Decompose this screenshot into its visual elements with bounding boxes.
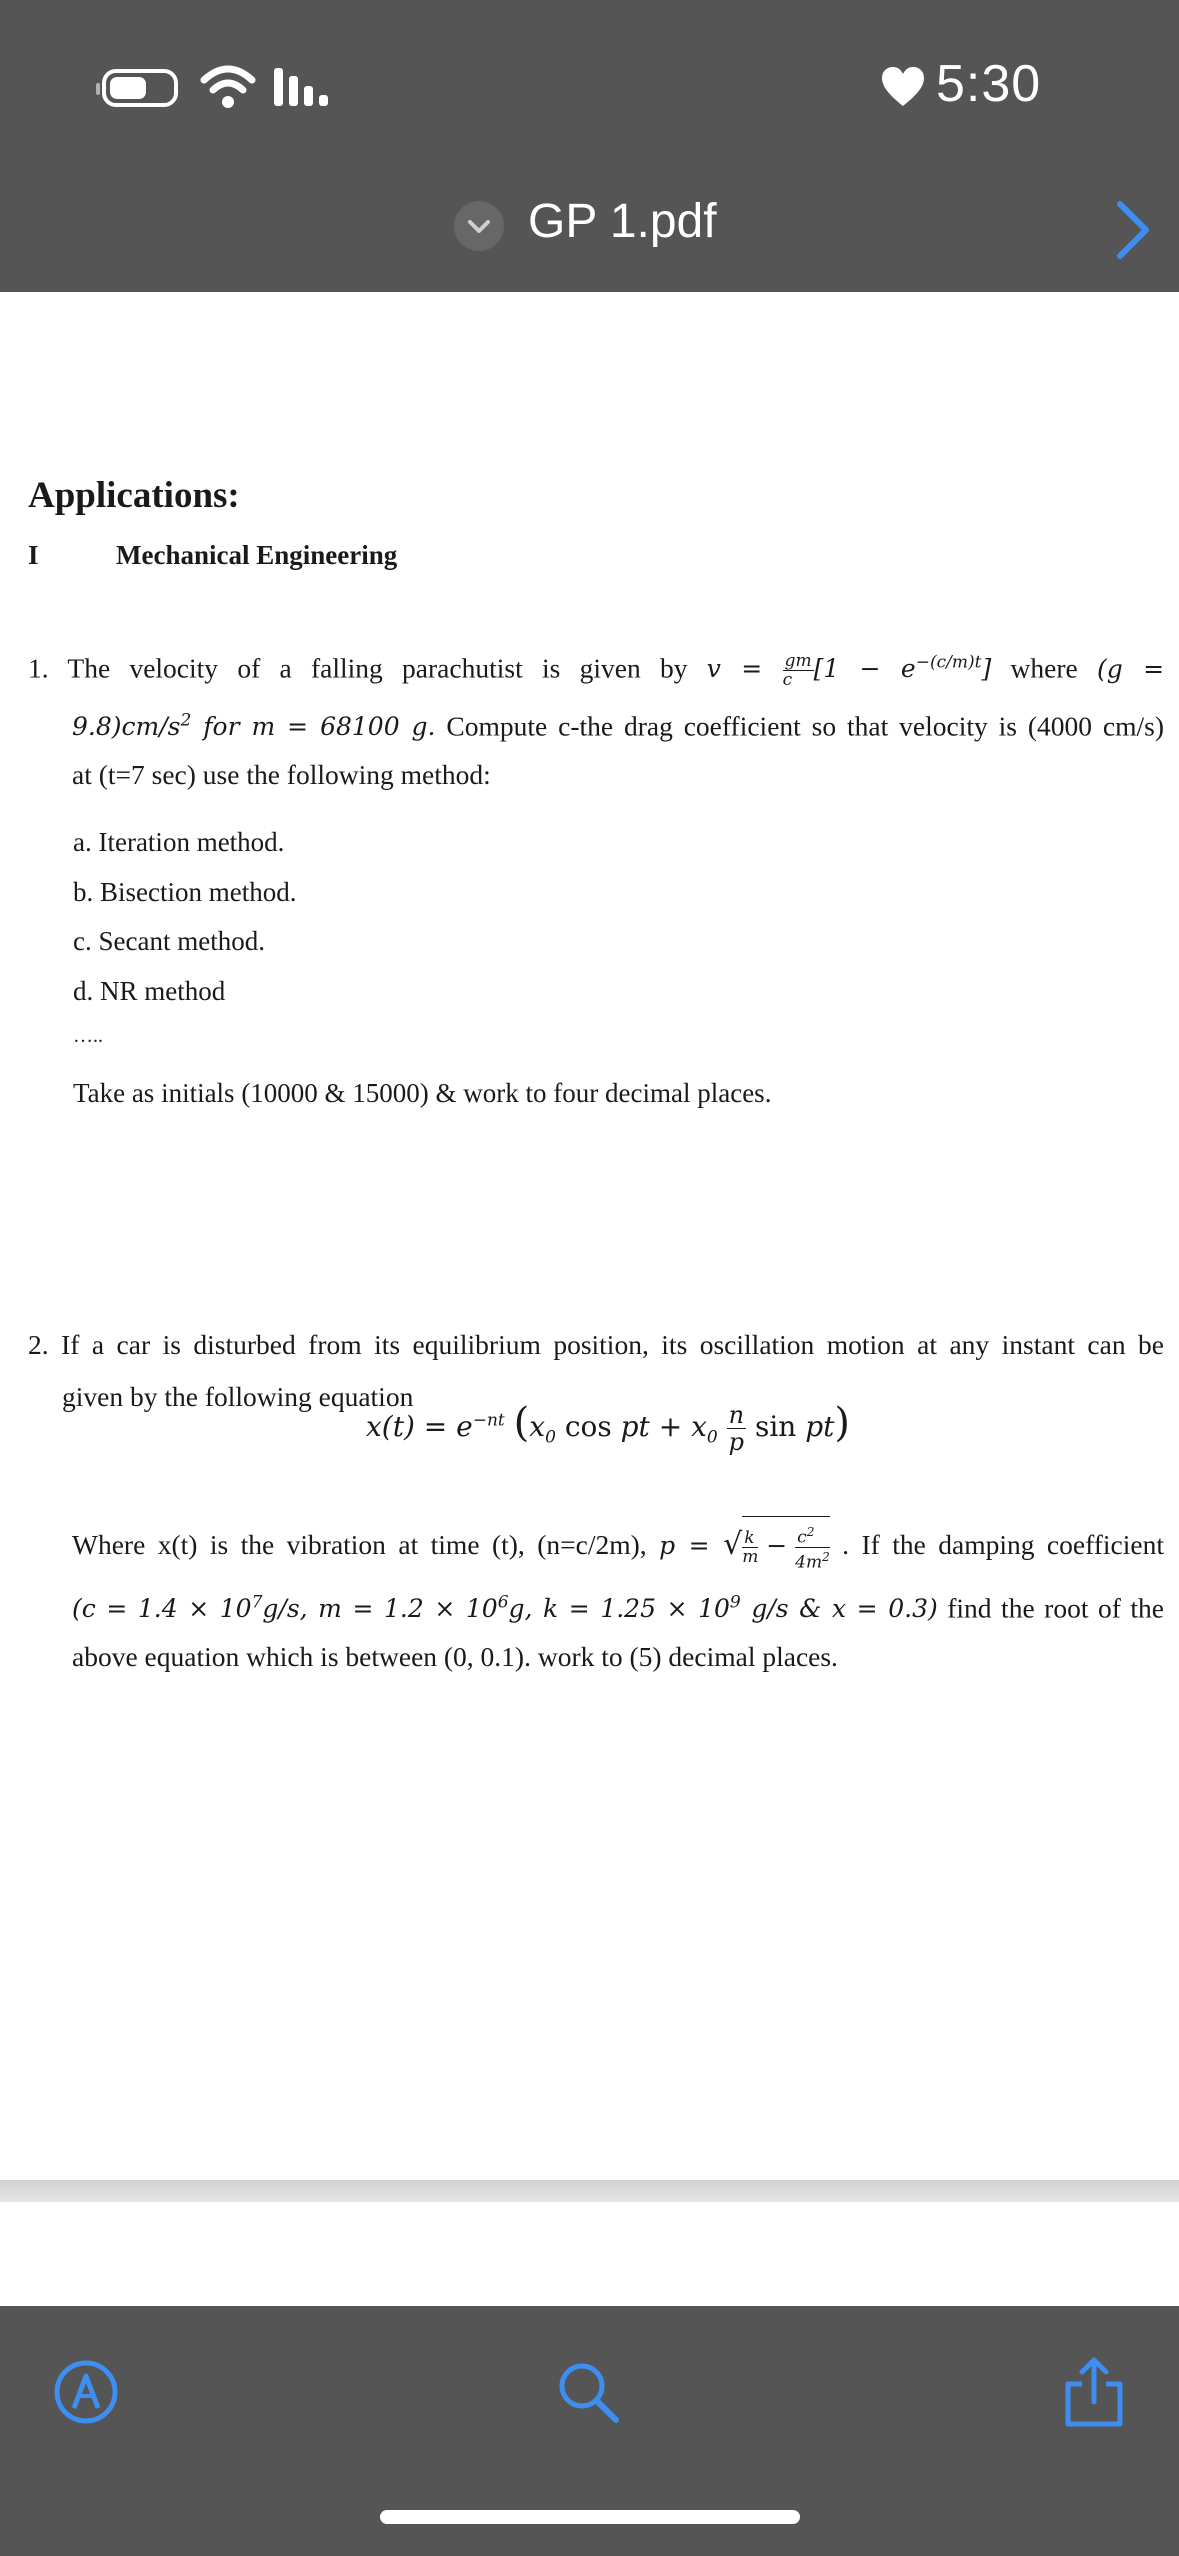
g-value-start: (g =: [1096, 654, 1165, 684]
method-item: b. Bisection method.: [73, 877, 297, 907]
wifi-icon: [200, 64, 256, 110]
q2-line-1: 2. If a car is disturbed from its equilibrium position, its oscillation motion at any instant can be: [28, 1329, 1164, 1360]
q2-where-text: Where x(t) is the vibration at time (t), (n=c/2m),: [72, 1529, 647, 1560]
q2-find-text: find the root of the: [947, 1592, 1164, 1624]
initials-note: Take as initials (10000 & 15000) & work to four decimal places.: [73, 1078, 772, 1108]
title-menu-button[interactable]: [454, 201, 504, 251]
q1-line-2: [72, 692, 1164, 750]
method-item: a. Iteration method.: [73, 827, 285, 857]
q1-where-text: where: [1010, 652, 1078, 684]
section-title: Mechanical Engineering: [116, 540, 398, 570]
section-number: I: [28, 540, 39, 570]
g-m-values: $9.8)cm/s^2$ for m = 68100 g.: [72, 711, 436, 742]
pdf-page[interactable]: [0, 292, 1179, 2202]
status-bar: [0, 0, 1179, 180]
top-bar: [0, 0, 1179, 292]
chevron-down-icon: [454, 201, 504, 251]
p-formula: p = √ $\frac{k}{m}$ − $\frac{c^2}{4m^2}$: [659, 1531, 830, 1560]
q2-damping-text: . If the damping coefficient: [842, 1529, 1164, 1560]
q2-values-line: [72, 1574, 1164, 1632]
q1-line-1: [28, 634, 1164, 692]
method-item: c. Secant method.: [73, 926, 265, 956]
signal-icon: [272, 66, 336, 108]
home-indicator[interactable]: [380, 2510, 800, 2524]
q2-last-line: above equation which is between (0, 0.1). work to (5) decimal places.: [72, 1641, 838, 1672]
nav-bar: [0, 180, 1179, 292]
q2-where-line: [72, 1516, 1164, 1574]
page-heading: Applications:: [28, 475, 240, 516]
share-icon[interactable]: [1058, 2356, 1130, 2428]
heart-icon: [880, 66, 926, 108]
battery-icon: [102, 69, 178, 107]
markup-icon[interactable]: [50, 2356, 122, 2428]
search-icon[interactable]: [552, 2356, 624, 2428]
method-item: d. NR method: [73, 976, 226, 1006]
page-separator: [0, 2180, 1179, 2202]
q1-intro-text: 1. The velocity of a falling parachutist is given by: [28, 652, 688, 684]
ellipsis: …..: [73, 1025, 103, 1047]
velocity-formula: v = $\frac{gm}{c}$ $[1 - e^{-(c/m)t}]$: [706, 651, 992, 691]
q1-compute-text: Compute c-the drag coefficient so that velocity is (4000 cm/s): [446, 710, 1164, 742]
oscillation-equation: $x(t) = e^{-nt}$ ($x_0$ cos pt + $x_0$ $\frac{n}{p}$ sin pt): [366, 1400, 851, 1456]
damping-values: ($c = 1.4 \times 10^7g/s$, $m = 1.2 \times 10^6g$, $k = 1.25 \times 10^9$ g/s & x = 0.3): [72, 1593, 938, 1624]
chevron-right-icon[interactable]: [1110, 198, 1156, 262]
q1-line-3: at (t=7 sec) use the following method:: [72, 759, 491, 790]
q2-line-2: given by the following equation: [62, 1381, 414, 1412]
document-title[interactable]: GP 1.pdf: [528, 195, 717, 248]
clock: 5:30: [936, 55, 1042, 113]
